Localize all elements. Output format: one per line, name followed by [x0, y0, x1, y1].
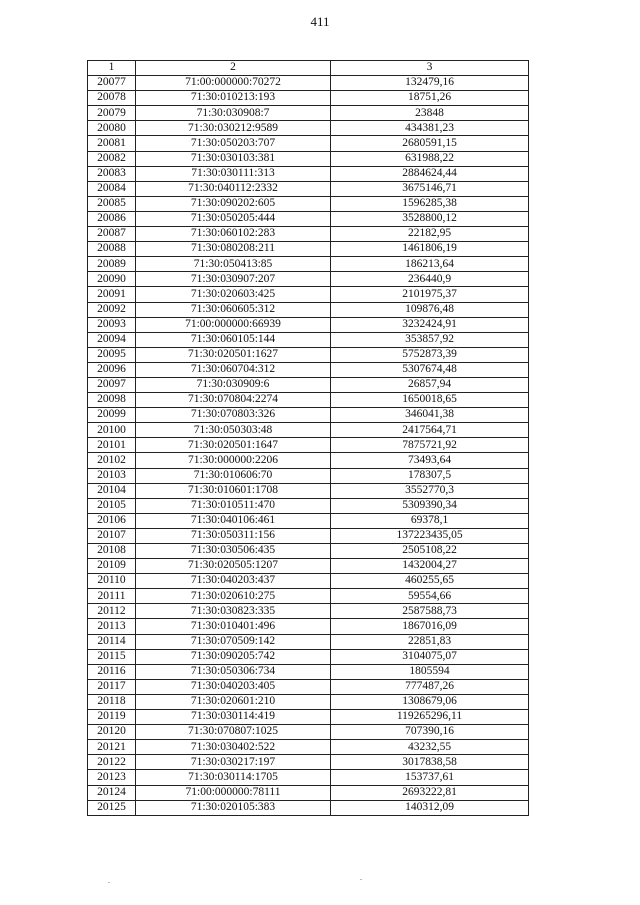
value-cell: 2693222,81: [331, 785, 529, 800]
row-number-cell: 20088: [88, 242, 136, 257]
value-cell: 69378,1: [331, 513, 529, 528]
row-number-cell: 20124: [88, 785, 136, 800]
value-cell: 59554,66: [331, 589, 529, 604]
scan-speck: [360, 879, 362, 880]
value-cell: 346041,38: [331, 408, 529, 423]
cadastral-number-cell: 71:30:040112:2332: [136, 181, 331, 196]
value-cell: 178307,5: [331, 468, 529, 483]
value-cell: 43232,55: [331, 740, 529, 755]
cadastral-number-cell: 71:30:020105:383: [136, 800, 331, 815]
table-row: [88, 377, 529, 392]
row-number-cell: 20123: [88, 770, 136, 785]
table-row: [88, 589, 529, 604]
value-cell: 631988,22: [331, 151, 529, 166]
cadastral-number-cell: 71:00:000000:78111: [136, 785, 331, 800]
table-row: [88, 770, 529, 785]
row-number-cell: 20095: [88, 347, 136, 362]
column-header-3: 3: [331, 61, 529, 76]
row-number-cell: 20089: [88, 257, 136, 272]
table-row: [88, 91, 529, 106]
row-number-cell: 20085: [88, 196, 136, 211]
cadastral-number-cell: 71:30:030908:7: [136, 106, 331, 121]
table-row: [88, 483, 529, 498]
row-number-cell: 20110: [88, 574, 136, 589]
table-row: [88, 151, 529, 166]
table-row: [88, 166, 529, 181]
value-cell: 3017838,58: [331, 755, 529, 770]
table-row: [88, 438, 529, 453]
table-row: [88, 302, 529, 317]
row-number-cell: 20093: [88, 317, 136, 332]
value-cell: 22851,83: [331, 634, 529, 649]
table-row: [88, 76, 529, 91]
row-number-cell: 20112: [88, 604, 136, 619]
cadastral-number-cell: 71:30:090205:742: [136, 649, 331, 664]
row-number-cell: 20105: [88, 498, 136, 513]
table-row: [88, 332, 529, 347]
cadastral-number-cell: 71:30:050413:85: [136, 257, 331, 272]
cadastral-number-cell: 71:30:060102:283: [136, 227, 331, 242]
cadastral-number-cell: 71:30:030402:522: [136, 740, 331, 755]
cadastral-number-cell: 71:30:040203:437: [136, 574, 331, 589]
cadastral-number-cell: 71:30:010601:1708: [136, 483, 331, 498]
table-row: [88, 106, 529, 121]
value-cell: 18751,26: [331, 91, 529, 106]
value-cell: 26857,94: [331, 377, 529, 392]
cadastral-number-cell: 71:30:030212:9589: [136, 121, 331, 136]
row-number-cell: 20121: [88, 740, 136, 755]
value-cell: 460255,65: [331, 574, 529, 589]
table-row: [88, 710, 529, 725]
cadastral-number-cell: 71:30:020603:425: [136, 287, 331, 302]
cadastral-number-cell: 71:30:050303:48: [136, 423, 331, 438]
row-number-cell: 20114: [88, 634, 136, 649]
value-cell: 5309390,34: [331, 498, 529, 513]
cadastral-number-cell: 71:30:050306:734: [136, 664, 331, 679]
table-row: [88, 317, 529, 332]
row-number-cell: 20119: [88, 710, 136, 725]
cadastral-number-cell: 71:30:040203:405: [136, 679, 331, 694]
cadastral-number-cell: 71:30:070804:2274: [136, 393, 331, 408]
cadastral-number-cell: 71:30:010213:193: [136, 91, 331, 106]
value-cell: 777487,26: [331, 679, 529, 694]
table-row: [88, 272, 529, 287]
table-row: [88, 513, 529, 528]
table-row: [88, 679, 529, 694]
value-cell: 137223435,05: [331, 528, 529, 543]
cadastral-number-cell: 71:30:060605:312: [136, 302, 331, 317]
table-row: [88, 136, 529, 151]
cadastral-number-cell: 71:30:070509:142: [136, 634, 331, 649]
value-cell: 1867016,09: [331, 619, 529, 634]
table-row: [88, 408, 529, 423]
cadastral-number-cell: 71:30:030823:335: [136, 604, 331, 619]
row-number-cell: 20083: [88, 166, 136, 181]
row-number-cell: 20100: [88, 423, 136, 438]
table-row: [88, 755, 529, 770]
table-row: [88, 725, 529, 740]
value-cell: 434381,23: [331, 121, 529, 136]
row-number-cell: 20090: [88, 272, 136, 287]
scan-speck: [108, 882, 110, 883]
table-header-row: [88, 61, 529, 76]
table-row: [88, 242, 529, 257]
cadastral-number-cell: 71:30:020610:275: [136, 589, 331, 604]
cadastral-number-cell: 71:30:080208:211: [136, 242, 331, 257]
value-cell: 119265296,11: [331, 710, 529, 725]
value-cell: 73493,64: [331, 453, 529, 468]
cadastral-number-cell: 71:30:010511:470: [136, 498, 331, 513]
table-row: [88, 574, 529, 589]
cadastral-number-cell: 71:30:020505:1207: [136, 559, 331, 574]
table-row: [88, 664, 529, 679]
column-header-2: 2: [136, 61, 331, 76]
table-row: [88, 694, 529, 709]
table-row: [88, 453, 529, 468]
row-number-cell: 20116: [88, 664, 136, 679]
row-number-cell: 20098: [88, 393, 136, 408]
row-number-cell: 20086: [88, 211, 136, 226]
table-row: [88, 196, 529, 211]
value-cell: 5752873,39: [331, 347, 529, 362]
row-number-cell: 20106: [88, 513, 136, 528]
cadastral-number-cell: 71:30:030217:197: [136, 755, 331, 770]
row-number-cell: 20084: [88, 181, 136, 196]
table-row: [88, 604, 529, 619]
cadastral-number-cell: 71:30:030909:6: [136, 377, 331, 392]
table-row: [88, 649, 529, 664]
table-row: [88, 121, 529, 136]
cadastral-number-cell: 71:30:070807:1025: [136, 725, 331, 740]
row-number-cell: 20111: [88, 589, 136, 604]
row-number-cell: 20113: [88, 619, 136, 634]
cadastral-number-cell: 71:30:010401:496: [136, 619, 331, 634]
table-row: [88, 498, 529, 513]
value-cell: 2680591,15: [331, 136, 529, 151]
cadastral-number-cell: 71:30:000000:2206: [136, 453, 331, 468]
row-number-cell: 20080: [88, 121, 136, 136]
table-row: [88, 468, 529, 483]
value-cell: 3104075,07: [331, 649, 529, 664]
table-row: [88, 740, 529, 755]
table-body: [88, 76, 529, 816]
row-number-cell: 20102: [88, 453, 136, 468]
row-number-cell: 20107: [88, 528, 136, 543]
table-row: [88, 362, 529, 377]
row-number-cell: 20087: [88, 227, 136, 242]
table-row: [88, 211, 529, 226]
value-cell: 707390,16: [331, 725, 529, 740]
value-cell: 236440,9: [331, 272, 529, 287]
cadastral-number-cell: 71:30:030111:313: [136, 166, 331, 181]
value-cell: 1461806,19: [331, 242, 529, 257]
cadastral-number-cell: 71:30:020601:210: [136, 694, 331, 709]
value-cell: 23848: [331, 106, 529, 121]
cadastral-number-cell: 71:30:010606:70: [136, 468, 331, 483]
row-number-cell: 20103: [88, 468, 136, 483]
table-row: [88, 227, 529, 242]
row-number-cell: 20108: [88, 544, 136, 559]
table-row: [88, 785, 529, 800]
cadastral-number-cell: 71:30:030907:207: [136, 272, 331, 287]
value-cell: 3675146,71: [331, 181, 529, 196]
cadastral-number-cell: 71:30:030506:435: [136, 544, 331, 559]
value-cell: 1650018,65: [331, 393, 529, 408]
value-cell: 186213,64: [331, 257, 529, 272]
table-row: [88, 287, 529, 302]
table-row: [88, 347, 529, 362]
row-number-cell: 20118: [88, 694, 136, 709]
value-cell: 1432004,27: [331, 559, 529, 574]
row-number-cell: 20094: [88, 332, 136, 347]
table-row: [88, 257, 529, 272]
cadastral-number-cell: 71:30:030103:381: [136, 151, 331, 166]
value-cell: 1308679,06: [331, 694, 529, 709]
value-cell: 2505108,22: [331, 544, 529, 559]
cadastral-number-cell: 71:30:060105:144: [136, 332, 331, 347]
row-number-cell: 20117: [88, 679, 136, 694]
row-number-cell: 20104: [88, 483, 136, 498]
row-number-cell: 20081: [88, 136, 136, 151]
cadastral-number-cell: 71:30:070803:326: [136, 408, 331, 423]
table-row: [88, 528, 529, 543]
cadastral-number-cell: 71:00:000000:66939: [136, 317, 331, 332]
value-cell: 3232424,91: [331, 317, 529, 332]
row-number-cell: 20122: [88, 755, 136, 770]
value-cell: 353857,92: [331, 332, 529, 347]
row-number-cell: 20115: [88, 649, 136, 664]
row-number-cell: 20091: [88, 287, 136, 302]
row-number-cell: 20120: [88, 725, 136, 740]
table-row: [88, 559, 529, 574]
cadastral-number-cell: 71:00:000000:70272: [136, 76, 331, 91]
row-number-cell: 20078: [88, 91, 136, 106]
row-number-cell: 20077: [88, 76, 136, 91]
cadastral-number-cell: 71:30:050311:156: [136, 528, 331, 543]
column-header-1: 1: [88, 61, 136, 76]
value-cell: 1805594: [331, 664, 529, 679]
cadastral-value-table: [87, 60, 529, 816]
cadastral-number-cell: 71:30:030114:1705: [136, 770, 331, 785]
page-number: 411: [310, 14, 330, 29]
cadastral-number-cell: 71:30:020501:1647: [136, 438, 331, 453]
value-cell: 153737,61: [331, 770, 529, 785]
row-number-cell: 20079: [88, 106, 136, 121]
table-row: [88, 800, 529, 815]
table-row: [88, 423, 529, 438]
table-row: [88, 619, 529, 634]
cadastral-number-cell: 71:30:050205:444: [136, 211, 331, 226]
table-row: [88, 393, 529, 408]
value-cell: 3528800,12: [331, 211, 529, 226]
cadastral-number-cell: 71:30:050203:707: [136, 136, 331, 151]
row-number-cell: 20125: [88, 800, 136, 815]
table-row: [88, 634, 529, 649]
value-cell: 22182,95: [331, 227, 529, 242]
value-cell: 109876,48: [331, 302, 529, 317]
cadastral-number-cell: 71:30:030114:419: [136, 710, 331, 725]
value-cell: 132479,16: [331, 76, 529, 91]
row-number-cell: 20092: [88, 302, 136, 317]
row-number-cell: 20097: [88, 377, 136, 392]
row-number-cell: 20082: [88, 151, 136, 166]
value-cell: 140312,09: [331, 800, 529, 815]
cadastral-number-cell: 71:30:020501:1627: [136, 347, 331, 362]
cadastral-number-cell: 71:30:040106:461: [136, 513, 331, 528]
value-cell: 7875721,92: [331, 438, 529, 453]
table-row: [88, 181, 529, 196]
value-cell: 2101975,37: [331, 287, 529, 302]
row-number-cell: 20096: [88, 362, 136, 377]
value-cell: 3552770,3: [331, 483, 529, 498]
value-cell: 1596285,38: [331, 196, 529, 211]
row-number-cell: 20099: [88, 408, 136, 423]
cadastral-number-cell: 71:30:060704:312: [136, 362, 331, 377]
value-cell: 2884624,44: [331, 166, 529, 181]
row-number-cell: 20101: [88, 438, 136, 453]
row-number-cell: 20109: [88, 559, 136, 574]
table-row: [88, 544, 529, 559]
value-cell: 2587588,73: [331, 604, 529, 619]
value-cell: 5307674,48: [331, 362, 529, 377]
value-cell: 2417564,71: [331, 423, 529, 438]
cadastral-number-cell: 71:30:090202:605: [136, 196, 331, 211]
